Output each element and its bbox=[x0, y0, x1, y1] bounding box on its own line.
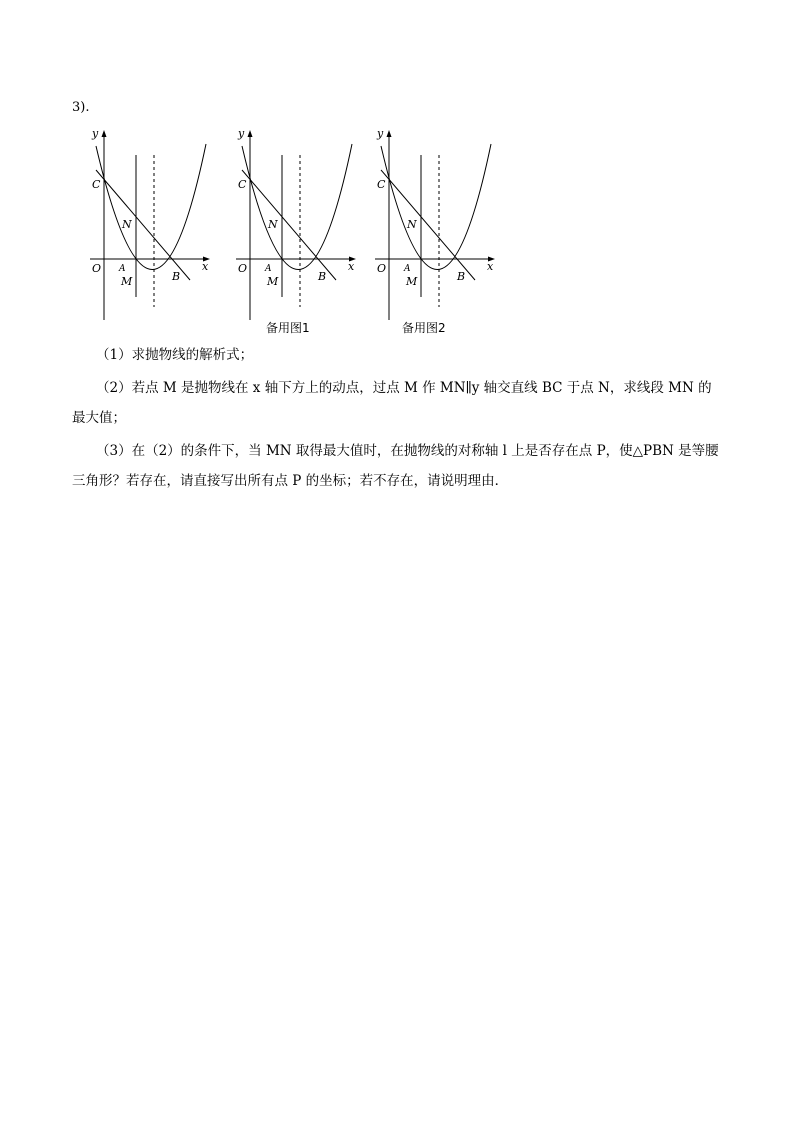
point-b-label: B bbox=[457, 270, 466, 283]
y-axis-label: y bbox=[238, 127, 245, 140]
point-a-label: A bbox=[404, 264, 411, 274]
y-axis-label: y bbox=[92, 127, 99, 140]
point-c-label: C bbox=[238, 178, 247, 191]
figure-caption-backup-1: 备用图1 bbox=[266, 321, 310, 335]
question-3: （3）在（2）的条件下，当 MN 取得最大值时，在抛物线的对称轴 l 上是否存在点 P，使△PBN 是等腰三角形？若存在，请直接写出所有点 P 的坐标；若不存在，请说明理由． bbox=[72, 443, 719, 489]
x-axis-label: x bbox=[487, 260, 494, 273]
origin-label: O bbox=[92, 262, 102, 275]
parabola-diagram bbox=[373, 124, 497, 324]
point-b-label: B bbox=[318, 270, 327, 283]
point-m-label: M bbox=[121, 275, 133, 288]
origin-label: O bbox=[377, 262, 387, 275]
question-2: （2）若点 M 是抛物线在 x 轴下方上的动点，过点 M 作 MN∥y 轴交直线 BC 于点 N，求线段 MN 的最大值； bbox=[72, 380, 712, 426]
point-a-label: A bbox=[265, 264, 272, 274]
point-n-label: N bbox=[407, 218, 417, 231]
figure-backup-2 bbox=[373, 124, 497, 324]
point-m-label: M bbox=[406, 275, 418, 288]
point-c-label: C bbox=[92, 178, 101, 191]
parabola-diagram bbox=[88, 124, 212, 324]
lead-text: 3). bbox=[72, 100, 90, 115]
x-axis-label: x bbox=[202, 260, 209, 273]
figure-main bbox=[88, 124, 212, 324]
y-axis-label: y bbox=[377, 127, 384, 140]
parabola-diagram bbox=[234, 124, 358, 324]
figure-backup-1 bbox=[234, 124, 358, 324]
point-a-label: A bbox=[119, 264, 126, 274]
point-n-label: N bbox=[122, 218, 132, 231]
x-axis-label: x bbox=[348, 260, 355, 273]
origin-label: O bbox=[238, 262, 248, 275]
point-n-label: N bbox=[268, 218, 278, 231]
point-b-label: B bbox=[172, 270, 181, 283]
figure-caption-backup-2: 备用图2 bbox=[402, 321, 446, 335]
point-c-label: C bbox=[377, 178, 386, 191]
point-m-label: M bbox=[267, 275, 279, 288]
question-1: （1）求抛物线的解析式； bbox=[96, 347, 254, 363]
